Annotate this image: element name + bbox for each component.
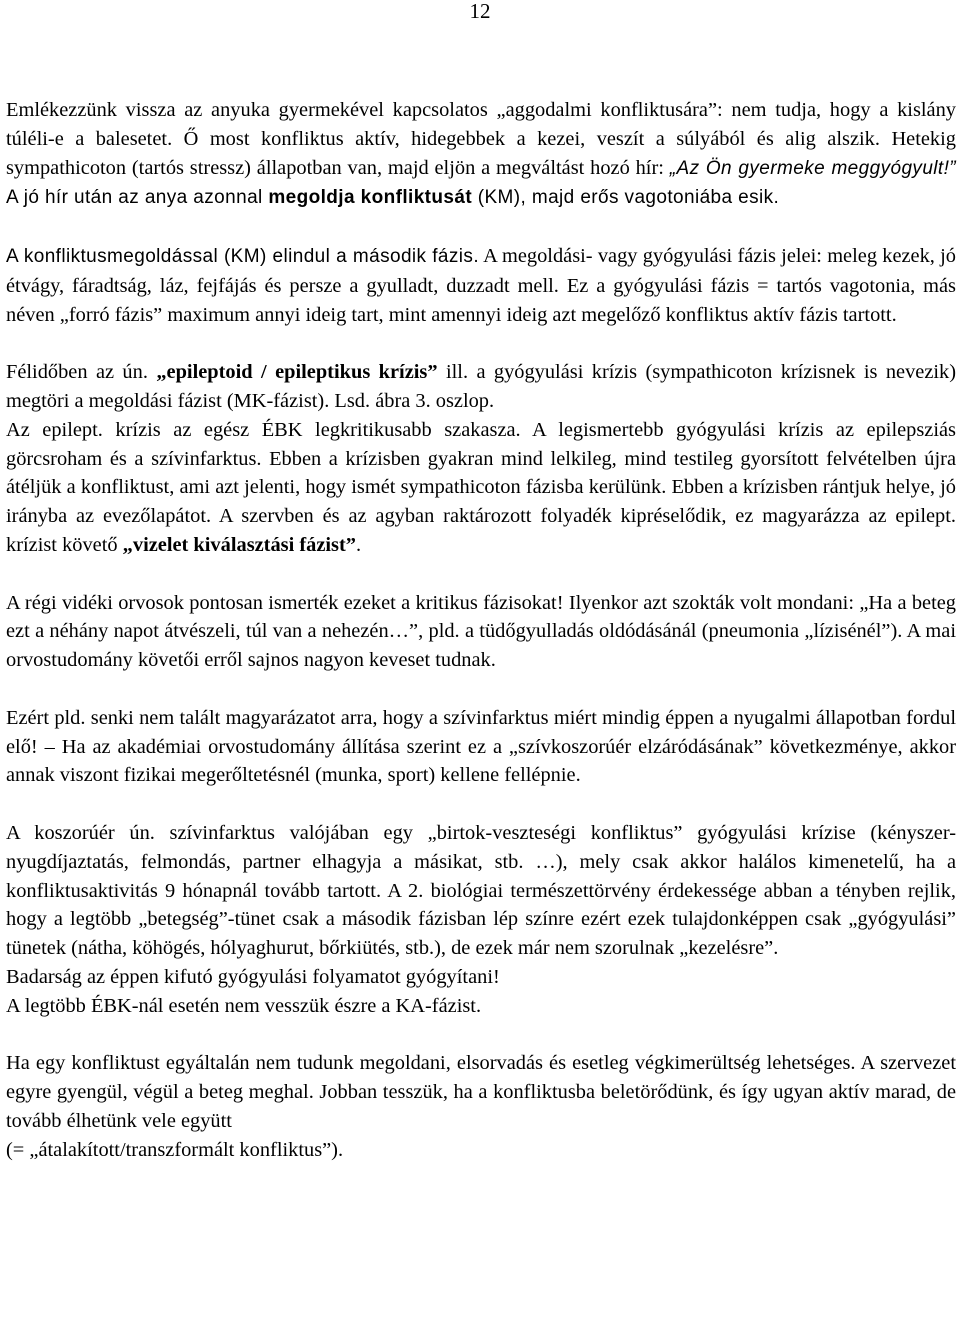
text-run: ill. a gyógyulási krízis (sympathicoton krízisnek is nevezik) megtöri a megoldási fázist (MK-fázist). Lsd. ábra 3. oszlop. [6,361,957,412]
paragraph-epileptoid-crisis [6,358,956,416]
document-body [6,96,956,1164]
page-number: 12 [469,0,491,23]
paragraph-anxiety-conflict [6,96,956,213]
paragraph-ka-phase: A legtöbb ÉBK-nál esetén nem vesszük észre a KA-fázist. [6,994,482,1017]
paragraph-epileptic-crisis-detail [6,416,956,560]
text-run: Az epilept. krízis az egész ÉBK legkritikusabb szakasza. A legismertebb gyógyulási krízis az epilepsziás görcsroham és a szívinfarktus. Ebben a krízisben gyakran mind lelkileg, mind testileg gyorsított felvételben újra átéljük a konfliktust, ami azt jelenti, hogy ismét sympathicoton fázisba kerülünk. Ebben a krízisben rántjuk helye, jó irányba az evezőlapátot. A szervben és az agyban raktározott folyadék kipréselődik, ez magyarázza az epilept. krízist követő [6,418,956,556]
paragraph-unresolved-conflict: Ha egy konfliktust egyáltalán nem tudunk megoldani, elsorvadás és esetleg végkimerültség lehetséges. A szervezet egyre gyengül, végül a beteg meghal. Jobban tesszük, ha a konfliktusba beletörődünk, és így ugyan aktív marad, de tovább élhetünk vele együtt [6,1052,956,1132]
bold-phrase: megoldja konfliktusát [268,187,473,209]
text-run: A jó hír után az anya azonnal [6,187,269,209]
text-run: Félidőben az ún. [6,361,157,384]
text-run: . [355,533,362,556]
bold-phrase: „vizelet kiválasztási fázist” [122,533,356,556]
paragraph-coronary: A koszorúér ún. szívinfarktus valójában egy „birtok-veszteségi konfliktus” gyógyulási krízise (kényszer-nyugdíjaztatás, felmondás, partner elhagyja a másikat, stb. …), mely csak akkor halálos kimenetelű, ha a konfliktusaktivitás 9 hónapnál tovább tartott. A 2. biológiai természettörvény érdekessége abban a tényben rejlik, hogy a legtöbb „betegség”-tünet csak a második fázisban lép színre ezért ezek tulajdonképpen csak „gyógyulási” tünetek (nátha, köhögés, hólyaghurut, bőrkiütés, stb.), de ezek már nem szorulnak „kezelésre”. [6,821,956,960]
paragraph-transformed-conflict: (= „átalakított/transzformált konfliktus”). [6,1138,344,1161]
text-run: A konfliktusmegoldással (KM) elindul a második fázis. [6,245,480,267]
text-run: A megoldási- vagy gyógyulási fázis jelei: meleg kezek, jó étvágy, fáradtság, láz, fejfájás és persze a gyulladt, duzzadt mell. Ez a gyógyulási fázis = tartós vagotonia, más néven „forró fázis” maximum annyi ideig tart, mint amennyi ideig azt megelőző konfliktus aktív fázis tartott. [6,244,957,326]
paragraph-nonsense: Badarság az éppen kifutó gyógyulási folyamatot gyógyítani! [6,965,500,988]
bold-phrase: „epileptoid / epileptikus krízis” [156,361,438,384]
text-run: (KM), majd erős vagotoniába esik. [472,187,780,209]
good-news-quote: „Az Ön gyermeke meggyógyult!” [669,157,956,179]
paragraph-heart-attack: Ezért pld. senki nem talált magyarázatot arra, hogy a szívinfarktus miért mindig éppen a nyugalmi állapotban fordul elő! – Ha az akadémiai orvostudomány állítása szerint ez a „szívkoszorúér elzáródásának” következménye, akkor annak viszont fizikai megerőltetésnél (munka, sport) kellene fellépnie. [6,706,956,787]
paragraph-old-doctors: A régi vidéki orvosok pontosan ismerték ezeket a kritikus fázisokat! Ilyenkor azt szokták volt mondani: „Ha a beteg ezt a néhány napot átvészeli, túl van a nehezén…”, pld. a tüdőgyulladás oldódásánál (pneumonia „lízisénél”). A mai orvostudomány követői erről sajnos nagyon keveset tudnak. [6,591,956,672]
text-run: Emlékezzünk vissza az anyuka gyermekével kapcsolatos „aggodalmi konfliktusára”: nem tudja, hogy a kislány túléli-e a balesetet. Ő most konfliktus aktív, hidegebbek a kezei, veszít a súlyából és alig alszik. Hetekig sympathicoton (tartós stressz) állapotban van, majd eljön a megváltást hozó hír: [6,99,956,179]
paragraph-second-phase [6,242,956,329]
